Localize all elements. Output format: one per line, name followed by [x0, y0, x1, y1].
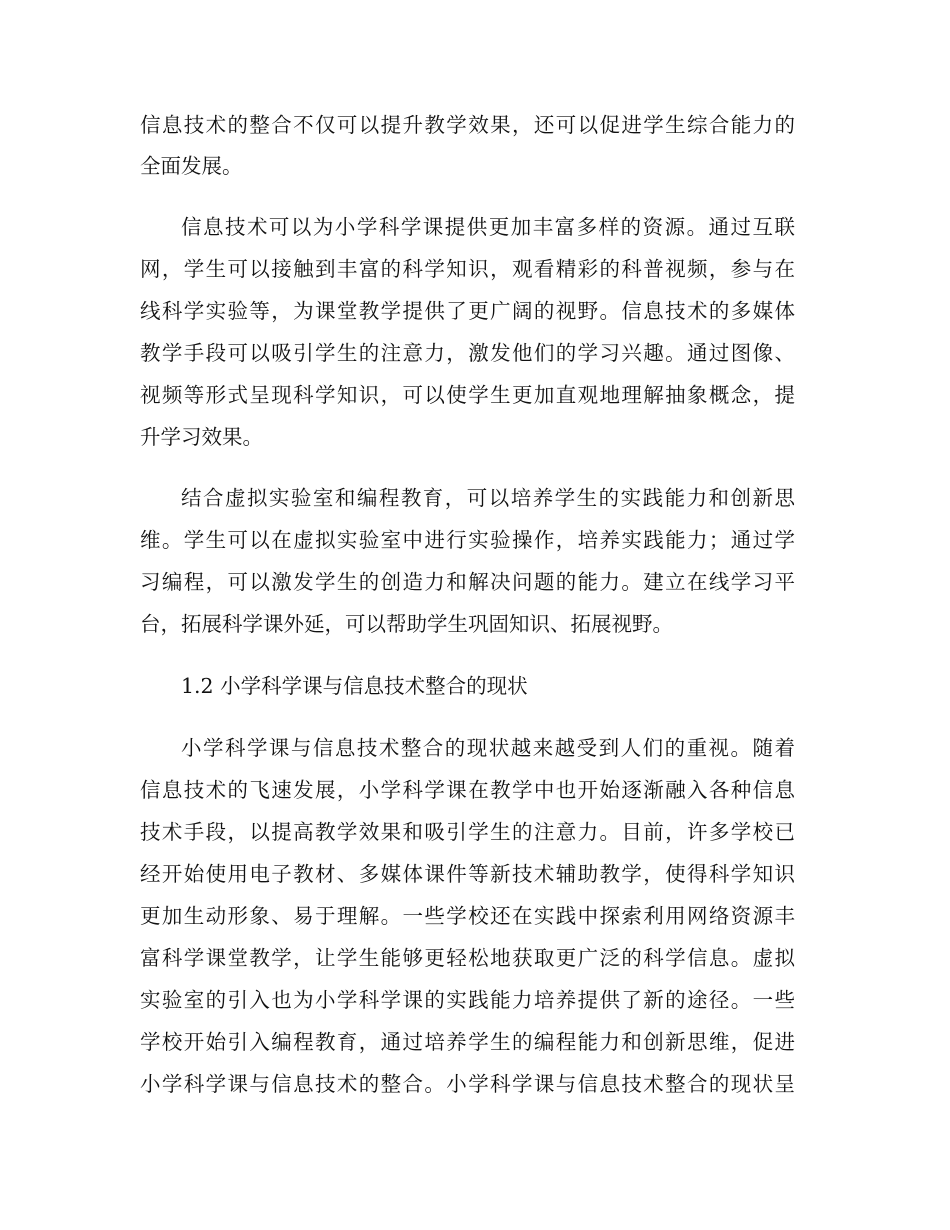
paragraph-line: 教学手段可以吸引学生的注意力，激发他们的学习兴趣。通过图像、 — [140, 341, 795, 365]
paragraph-line: 习编程，可以激发学生的创造力和解决问题的能力。建立在线学习平 — [140, 570, 795, 594]
paragraph-line: 小学科学课与信息技术的整合。小学科学课与信息技术整合的现状呈 — [140, 1072, 795, 1096]
paragraph-first-line: 结合虚拟实验室和编程教育，可以培养学生的实践能力和创新思 — [181, 486, 795, 510]
section-heading: 1.2 小学科学课与信息技术整合的现状 — [181, 674, 528, 698]
paragraph-line: 网，学生可以接触到丰富的科学知识，观看精彩的科普视频，参与在 — [140, 257, 795, 281]
paragraph-line: 更加生动形象、易于理解。一些学校还在实践中探索利用网络资源丰 — [140, 904, 795, 928]
paragraph-line: 学校开始引入编程教育，通过培养学生的编程能力和创新思维，促进 — [140, 1030, 795, 1054]
paragraph-line: 全面发展。 — [140, 154, 243, 178]
paragraph-line: 维。学生可以在虚拟实验室中进行实验操作，培养实践能力；通过学 — [140, 528, 795, 552]
paragraph-line: 视频等形式呈现科学知识，可以使学生更加直观地理解抽象概念，提 — [140, 383, 795, 407]
paragraph-line: 经开始使用电子教材、多媒体课件等新技术辅助教学，使得科学知识 — [140, 862, 795, 886]
paragraph-line: 信息技术的飞速发展，小学科学课在教学中也开始逐渐融入各种信息 — [140, 778, 795, 802]
paragraph-line: 实验室的引入也为小学科学课的实践能力培养提供了新的途径。一些 — [140, 988, 795, 1012]
paragraph-line: 信息技术的整合不仅可以提升教学效果，还可以促进学生综合能力的 — [140, 113, 795, 137]
paragraph-first-line: 信息技术可以为小学科学课提供更加丰富多样的资源。通过互联 — [181, 215, 795, 239]
paragraph-line: 台，拓展科学课外延，可以帮助学生巩固知识、拓展视野。 — [140, 612, 673, 636]
paragraph-line: 升学习效果。 — [140, 425, 263, 449]
paragraph-first-line: 小学科学课与信息技术整合的现状越来越受到人们的重视。随着 — [181, 736, 795, 760]
paragraph-line: 技术手段，以提高教学效果和吸引学生的注意力。目前，许多学校已 — [140, 820, 795, 844]
paragraph-line: 线科学实验等，为课堂教学提供了更广阔的视野。信息技术的多媒体 — [140, 299, 795, 323]
paragraph-line: 富科学课堂教学，让学生能够更轻松地获取更广泛的科学信息。虚拟 — [140, 946, 795, 970]
